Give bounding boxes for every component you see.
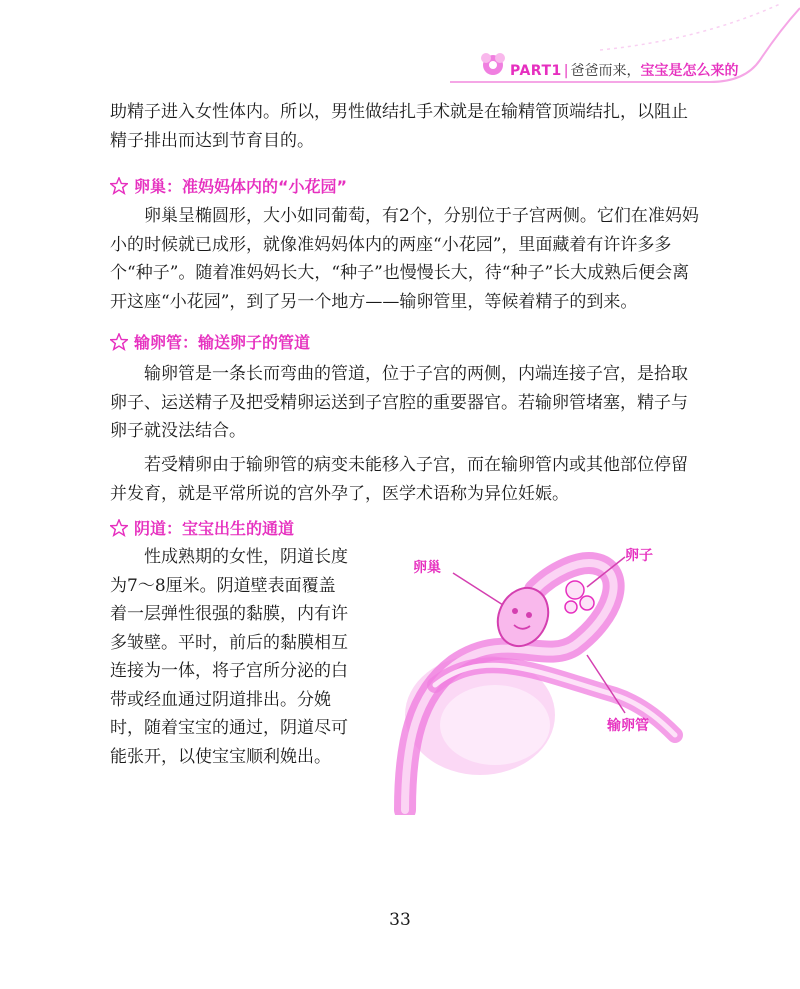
label-tube: 输卵管	[607, 718, 649, 734]
heading-tube	[110, 330, 310, 353]
heading-ovary	[110, 174, 347, 197]
label-ovary: 卵巢	[413, 560, 441, 576]
flower-icon	[481, 53, 505, 75]
intro-paragraph: 助精子进入女性体内。所以，男性做结扎手术就是在输精管顶端结扎，以阻止精子排出而达到节育目的。	[110, 102, 688, 151]
page-number: 33	[389, 910, 411, 930]
illustration-drawing	[375, 535, 695, 815]
reproductive-illustration	[375, 535, 695, 819]
star-icon	[110, 177, 128, 195]
heading-vagina	[110, 516, 294, 539]
star-icon	[110, 333, 128, 351]
header-phrase-two: 宝宝是怎么来的	[640, 63, 739, 79]
vagina-paragraph: 性成熟期的女性，阴道长度为7～8厘米。阴道壁表面覆盖着一层弹性很强的黏膜，内有许多皱壁。平时，前后的黏膜相互连接为一体，将子宫所分泌的白带或经血通过阴道排出。分娩时，随着宝宝的通过，阴道尽可能张开，以使宝宝顺利娩出。	[110, 547, 348, 767]
label-egg: 卵子	[625, 548, 653, 564]
header-separator: |	[563, 63, 569, 79]
heading-vagina-text: 阴道：宝宝出生的通道	[134, 519, 295, 538]
part-label: PART1	[510, 63, 562, 79]
heading-tube-text: 输卵管：输送卵子的管道	[134, 333, 311, 352]
tube-paragraph-two: 若受精卵由于输卵管的病变未能移入子宫，而在输卵管内或其他部位停留并发育，就是平常所说的宫外孕了，医学术语称为异位妊娠。	[110, 455, 688, 504]
ovary-paragraph: 卵巢呈椭圆形，大小如同葡萄，有2个，分别位于子宫两侧。它们在准妈妈小的时候就已成形，就像准妈妈体内的两座“小花园”，里面藏着有许许多多个“种子”。随着准妈妈长大，“种子”也慢慢长大，待“种子”长大成熟后便会离开这座“小花园”，到了另一个地方——输卵管里，等候着精子的到来。	[110, 206, 699, 312]
star-icon	[110, 519, 128, 537]
page-header	[0, 0, 800, 90]
heading-ovary-text: 卵巢：准妈妈体内的“小花园”	[134, 177, 348, 196]
header-phrase-one: 爸爸而来，	[570, 63, 641, 79]
tube-paragraph-one: 输卵管是一条长而弯曲的管道，位于子宫的两侧，内端连接子宫，是拾取卵子、运送精子及把受精卵运送到子宫腔的重要器官。若输卵管堵塞，精子与卵子就没法结合。	[110, 364, 688, 441]
header-running-title	[510, 60, 738, 80]
